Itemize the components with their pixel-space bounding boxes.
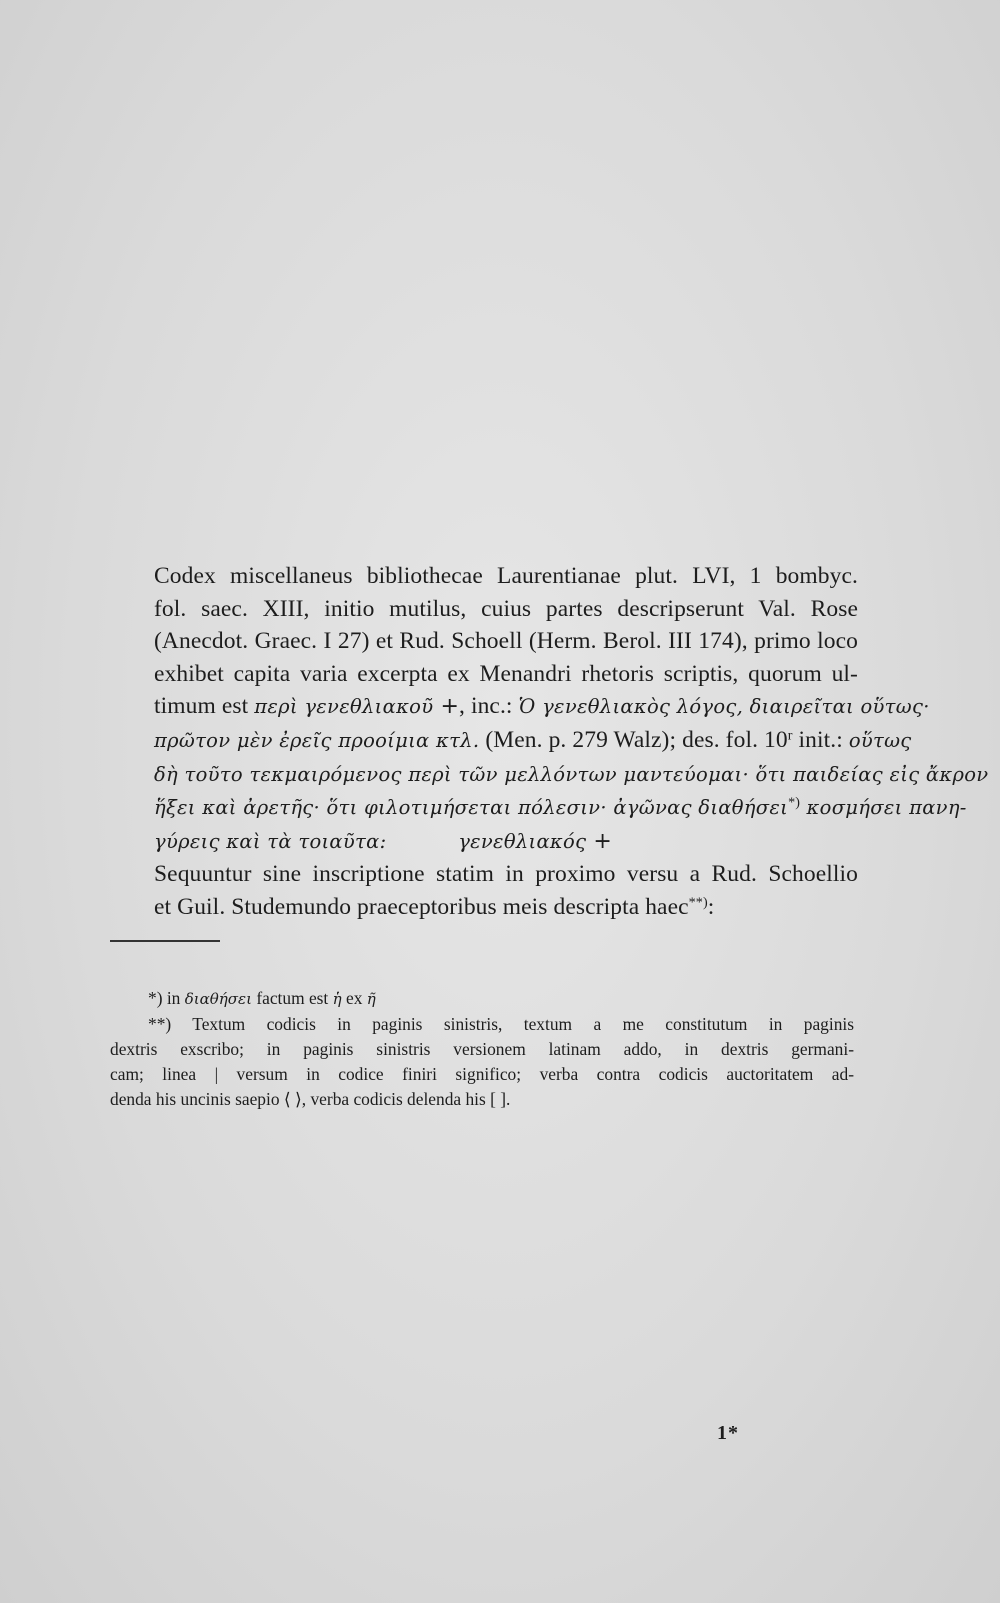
footnote-ref: *) (788, 794, 801, 811)
text-line-9 (154, 825, 858, 859)
greek-phrase: δὴ τοῦτο τεκμαιρόμενος περὶ τῶν μελλόντων μαντεύομαι· ὅτι παιδείας εἰς ἄκρον (154, 762, 989, 786)
text-line-6: πρῶτον μὲν ἐρεῖς προοίμια κτλ. (Men. p. 279 Walz); des. fol. 10$^r$ init.: οὕτως (154, 726, 912, 753)
main-text (154, 560, 989, 924)
text-line-5: timum est περὶ γενεθλιακοῦ +, inc.: Ὁ γενεθλιακὸς λόγος, διαιρεῖται οὕτως· (154, 693, 930, 720)
greek-phrase: γύρεις καὶ τὰ τοιαῦτα: (154, 829, 387, 853)
signature-mark: 1* (717, 1422, 739, 1444)
footnotes (110, 986, 854, 1112)
greek-phrase: ἥξει καὶ ἀρετῆς· ὅτι φιλοτιμήσεται πόλεσιν· ἀγῶνας διαθήσει (154, 796, 789, 820)
greek-phrase: πρῶτον μὲν ἐρεῖς προοίμια κτλ. (154, 728, 480, 752)
footnote-ref: **) (688, 894, 708, 911)
superscript: r (787, 727, 793, 744)
footnote-2-line-2: dextris exscribo; in paginis sinistris versionem latinam addo, in dextris germani- (110, 1039, 854, 1059)
cross-icon: + (433, 694, 459, 720)
greek-phrase: κοσμήσει πανη- (800, 796, 967, 820)
text-line-4: exhibet capita varia excerpta ex Menandri rhetoris scriptis, quorum ul- (154, 660, 858, 687)
text-line-7 (154, 758, 989, 792)
text-line-1: Codex miscellaneus bibliothecae Laurentianae plut. LVI, 1 bombyc. (154, 563, 858, 589)
text-line-10: Sequuntur sine inscriptione statim in proximo versu a Rud. Schoellio (154, 861, 858, 888)
greek-phrase: Ὁ γενεθλιακὸς λόγος, διαιρεῖται οὕτως· (518, 695, 930, 719)
text-line-11: et Guil. Studemundo praeceptoribus meis descripta haec**): (154, 893, 715, 920)
footnote-2-line-1: **) Textum codicis in paginis sinistris, textum a me constitutum in paginis (148, 1014, 854, 1034)
greek-phrase: περὶ γενεθλιακοῦ (254, 695, 434, 719)
footnote-2-line-3: cam; linea | versum in codice finiri significo; verba contra codicis auctoritatem ad- (110, 1064, 854, 1084)
greek-phrase: οὕτως (848, 728, 912, 752)
greek-phrase: γενεθλιακός (458, 829, 587, 853)
text-line-2: fol. saec. XIII, initio mutilus, cuius partes descripserunt Val. Rose (154, 595, 858, 622)
footnote-2-line-4: denda his uncinis saepio ⟨ ⟩, verba codicis delenda his [ ]. (110, 1089, 511, 1109)
footnote-1: *) in διαθήσει factum est ἡ ex ῆ (148, 988, 376, 1008)
text-line-8 (154, 791, 967, 825)
cross-icon: + (586, 828, 612, 854)
footnote-rule (110, 940, 220, 942)
text-line-3: (Anecdot. Graec. I 27) et Rud. Schoell (Herm. Berol. III 174), primo loco (154, 628, 858, 655)
